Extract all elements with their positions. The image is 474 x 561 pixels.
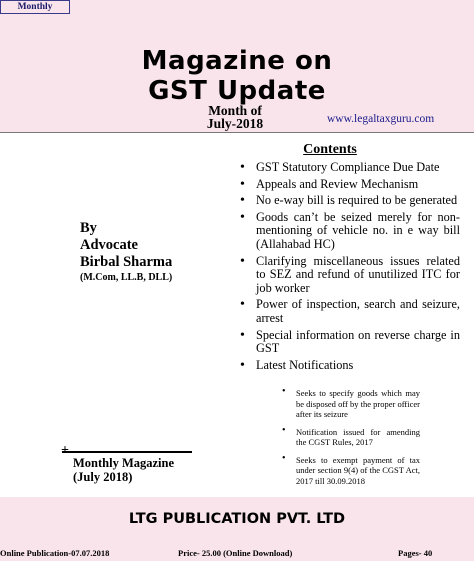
author-by: By [80,220,97,236]
sub-list-item: • Seeks to exempt payment of tax under section 9(4) of the CGST Act, 2017 till 30.09.2018 [282,455,420,487]
author-title: Advocate [80,237,138,253]
publication-date: Online Publication-07.07.2018 [0,548,110,558]
list-item: • Goods can’t be seized merely for non- mentioning of vehicle no. in e way bill (Allahabad HC) [238,211,460,252]
magazine-title-line2: GST Update [148,76,326,106]
publisher-name: LTG PUBLICATION PVT. LTD [128,511,346,527]
sub-list-item: • Seeks to specify goods which may be disposed off by the proper officer after its seizure [282,388,420,420]
list-item: • Latest Notifications [238,359,460,373]
magazine-label-line2: (July 2018) [73,470,133,484]
list-item: • Appeals and Review Mechanism [238,178,460,192]
contents-list [238,161,460,375]
footer-band [0,497,474,547]
content-area [0,132,474,497]
list-item: • Special information on reverse charge in GST [238,329,460,356]
price-info: Price- 25.00 (Online Download) [178,548,293,558]
list-item: • No e-way bill is required to be generated [238,194,460,208]
month-label: Month of [208,103,262,118]
divider [62,451,192,453]
author-block [80,220,172,285]
publication-info [0,547,474,561]
month-value: July-2018 [206,116,264,131]
magazine-label [73,456,174,484]
magazine-label-line1: Monthly Magazine [73,456,175,470]
list-item: • Clarifying miscellaneous issues related to SEZ and refund of unutilized ITC for job worker [238,255,460,296]
list-item: • GST Statutory Compliance Due Date [238,161,460,175]
cover-header [0,14,474,132]
contents-section [230,132,470,497]
magazine-title-line1: Magazine on [141,46,333,76]
contents-heading: Contents [303,142,357,157]
sub-list-item: • Notification issued for amending the CGST Rules, 2017 [282,427,420,448]
website-link[interactable]: www.legaltaxguru.com [327,113,435,125]
author-name: Birbal Sharma [80,254,173,270]
author-qualifications: (M.Com, LL.B, DLL) [80,272,173,283]
page-count: Pages- 40 [398,548,433,558]
notifications-list [282,388,420,493]
list-item: • Power of inspection, search and seizure, arrest [238,298,460,325]
journal-tag: Monthly [0,0,70,14]
